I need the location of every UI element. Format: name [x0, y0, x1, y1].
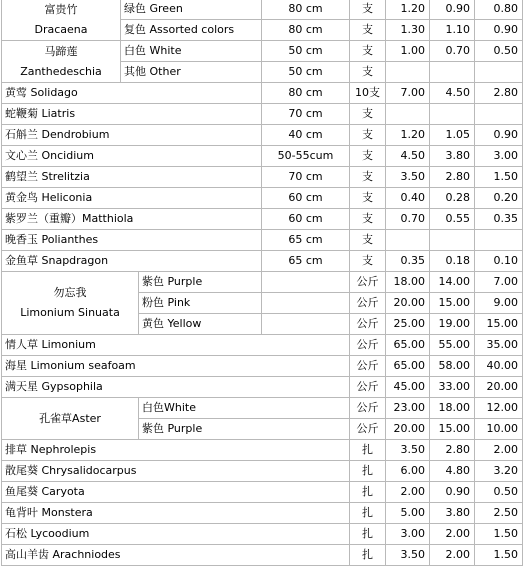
table-row: [2, 41, 523, 62]
price-cell-1: 0.40: [386, 188, 430, 209]
table-row: [2, 125, 523, 146]
price-cell-3: 0.90: [475, 20, 523, 41]
name-cell: 散尾葵 Chrysalidocarpus: [2, 461, 350, 482]
spec-cell: [262, 293, 350, 314]
price-cell-1: [386, 62, 430, 83]
price-cell-1: 4.50: [386, 146, 430, 167]
table-row: [2, 104, 523, 125]
price-cell-1: 0.70: [386, 209, 430, 230]
table-row: [2, 440, 523, 461]
unit-cell: 支: [350, 146, 386, 167]
table-row: [2, 461, 523, 482]
category-cell: [2, 0, 121, 41]
price-cell-3: 0.50: [475, 41, 523, 62]
price-cell-1: 65.00: [386, 335, 430, 356]
price-cell-3: 40.00: [475, 356, 523, 377]
category-name-cn: 马蹄莲: [44, 44, 78, 58]
price-cell-2: 2.80: [430, 167, 475, 188]
name-cell: 石松 Lycoodium: [2, 524, 350, 545]
name-cell: 排草 Nephrolepis: [2, 440, 350, 461]
table-row: [2, 167, 523, 188]
spec-cell: 70 cm: [262, 104, 350, 125]
unit-cell: 支: [350, 209, 386, 230]
price-cell-1: 2.00: [386, 482, 430, 503]
price-cell-3: 9.00: [475, 293, 523, 314]
variant-cell: 其他 Other: [121, 62, 262, 83]
name-cell: 鹤望兰 Strelitzia: [2, 167, 262, 188]
category-cell: [2, 41, 121, 83]
price-cell-3: [475, 62, 523, 83]
name-cell: 高山羊齿 Arachniodes: [2, 545, 350, 566]
variant-cell: 紫色 Purple: [139, 419, 350, 440]
price-cell-1: [386, 104, 430, 125]
price-cell-1: 1.30: [386, 20, 430, 41]
price-cell-3: 0.50: [475, 482, 523, 503]
price-cell-1: 3.50: [386, 545, 430, 566]
variant-cell: 绿色 Green: [121, 0, 262, 20]
price-cell-3: 12.00: [475, 398, 523, 419]
price-cell-2: [430, 62, 475, 83]
unit-cell: 公斤: [350, 272, 386, 293]
price-cell-2: 0.28: [430, 188, 475, 209]
name-cell: 龟背叶 Monstera: [2, 503, 350, 524]
price-cell-2: 1.05: [430, 125, 475, 146]
price-cell-3: 1.50: [475, 524, 523, 545]
unit-cell: 支: [350, 20, 386, 41]
table-body: [2, 0, 523, 566]
price-cell-1: 20.00: [386, 419, 430, 440]
price-cell-2: 2.80: [430, 440, 475, 461]
price-cell-2: 3.80: [430, 503, 475, 524]
spec-cell: 80 cm: [262, 20, 350, 41]
price-cell-1: 3.00: [386, 524, 430, 545]
price-cell-3: 2.80: [475, 83, 523, 104]
price-cell-2: 15.00: [430, 419, 475, 440]
unit-cell: 支: [350, 251, 386, 272]
price-cell-2: [430, 230, 475, 251]
price-cell-1: 23.00: [386, 398, 430, 419]
unit-cell: 支: [350, 62, 386, 83]
variant-cell: 紫色 Purple: [139, 272, 262, 293]
spec-cell: 60 cm: [262, 188, 350, 209]
price-cell-3: 0.35: [475, 209, 523, 230]
price-cell-1: 5.00: [386, 503, 430, 524]
name-cell: 情人草 Limonium: [2, 335, 350, 356]
price-cell-2: 19.00: [430, 314, 475, 335]
variant-cell: 白色White: [139, 398, 350, 419]
spec-cell: 80 cm: [262, 83, 350, 104]
unit-cell: 扎: [350, 524, 386, 545]
price-cell-1: 7.00: [386, 83, 430, 104]
spec-cell: 65 cm: [262, 251, 350, 272]
name-cell: 文心兰 Oncidium: [2, 146, 262, 167]
price-cell-2: 58.00: [430, 356, 475, 377]
price-cell-2: 0.55: [430, 209, 475, 230]
price-cell-2: 0.90: [430, 0, 475, 20]
price-cell-3: 35.00: [475, 335, 523, 356]
price-cell-1: 1.20: [386, 125, 430, 146]
category-name-en: Zanthedeschia: [20, 64, 102, 78]
price-cell-2: 14.00: [430, 272, 475, 293]
price-cell-3: 1.50: [475, 545, 523, 566]
price-cell-2: 0.18: [430, 251, 475, 272]
unit-cell: 10支: [350, 83, 386, 104]
name-cell: 满天星 Gypsophila: [2, 377, 350, 398]
category-cell: [2, 272, 139, 335]
price-cell-2: 2.00: [430, 545, 475, 566]
name-cell: 黄金鸟 Heliconia: [2, 188, 262, 209]
price-cell-3: 0.10: [475, 251, 523, 272]
price-cell-3: 2.50: [475, 503, 523, 524]
table-row: [2, 0, 523, 20]
spec-cell: 60 cm: [262, 209, 350, 230]
name-cell: 蛇鞭菊 Liatris: [2, 104, 262, 125]
table-row: [2, 335, 523, 356]
category-name-cn: 勿忘我: [53, 286, 87, 299]
price-cell-3: 7.00: [475, 272, 523, 293]
variant-cell: 粉色 Pink: [139, 293, 262, 314]
name-cell: 晚香玉 Polianthes: [2, 230, 262, 251]
unit-cell: 公斤: [350, 377, 386, 398]
table-row: [2, 524, 523, 545]
unit-cell: 支: [350, 188, 386, 209]
price-cell-2: 0.70: [430, 41, 475, 62]
price-cell-3: 3.00: [475, 146, 523, 167]
price-cell-1: 0.35: [386, 251, 430, 272]
price-cell-2: 0.90: [430, 482, 475, 503]
price-cell-2: 15.00: [430, 293, 475, 314]
unit-cell: 扎: [350, 545, 386, 566]
table-row: [2, 398, 523, 419]
name-cell: 石斛兰 Dendrobium: [2, 125, 262, 146]
table-row: [2, 230, 523, 251]
category-name-en: Limonium Sinuata: [20, 306, 120, 319]
price-cell-3: 15.00: [475, 314, 523, 335]
price-cell-1: [386, 230, 430, 251]
price-cell-1: 3.50: [386, 440, 430, 461]
table-row: [2, 272, 523, 293]
price-cell-3: 0.80: [475, 0, 523, 20]
price-cell-2: 18.00: [430, 398, 475, 419]
unit-cell: 扎: [350, 503, 386, 524]
unit-cell: 公斤: [350, 419, 386, 440]
spec-cell: [262, 272, 350, 293]
category-name-cn: 富贵竹: [44, 2, 78, 16]
price-cell-1: 65.00: [386, 356, 430, 377]
name-cell: 金鱼草 Snapdragon: [2, 251, 262, 272]
category-name-en: Dracaena: [34, 22, 88, 36]
category-name-cn: 孔雀草Aster: [39, 411, 101, 425]
table-row: [2, 377, 523, 398]
price-cell-2: [430, 104, 475, 125]
price-cell-1: 45.00: [386, 377, 430, 398]
table-row: [2, 188, 523, 209]
price-cell-2: 2.00: [430, 524, 475, 545]
name-cell: 鱼尾葵 Caryota: [2, 482, 350, 503]
spec-cell: 80 cm: [262, 0, 350, 20]
unit-cell: 公斤: [350, 398, 386, 419]
name-cell: 黄莺 Solidago: [2, 83, 262, 104]
unit-cell: 扎: [350, 440, 386, 461]
category-cell: [2, 398, 139, 440]
price-cell-2: 55.00: [430, 335, 475, 356]
name-cell: 海星 Limonium seafoam: [2, 356, 350, 377]
unit-cell: 扎: [350, 482, 386, 503]
unit-cell: 公斤: [350, 314, 386, 335]
price-cell-3: 2.00: [475, 440, 523, 461]
price-cell-3: 0.20: [475, 188, 523, 209]
table-row: [2, 356, 523, 377]
price-cell-2: 4.80: [430, 461, 475, 482]
spec-cell: 65 cm: [262, 230, 350, 251]
price-cell-3: [475, 104, 523, 125]
variant-cell: 白色 White: [121, 41, 262, 62]
price-cell-1: 20.00: [386, 293, 430, 314]
table-row: [2, 209, 523, 230]
price-cell-1: 3.50: [386, 167, 430, 188]
variant-cell: 复色 Assorted colors: [121, 20, 262, 41]
price-cell-2: 4.50: [430, 83, 475, 104]
spec-cell: 50 cm: [262, 41, 350, 62]
price-cell-2: 33.00: [430, 377, 475, 398]
price-cell-3: [475, 230, 523, 251]
unit-cell: 支: [350, 104, 386, 125]
table-row: [2, 503, 523, 524]
table-row: [2, 146, 523, 167]
unit-cell: 支: [350, 0, 386, 20]
price-cell-3: 10.00: [475, 419, 523, 440]
price-cell-3: 1.50: [475, 167, 523, 188]
spec-cell: 50-55cum: [262, 146, 350, 167]
price-cell-3: 0.90: [475, 125, 523, 146]
variant-cell: 黄色 Yellow: [139, 314, 262, 335]
table-row: [2, 251, 523, 272]
price-cell-1: 6.00: [386, 461, 430, 482]
price-cell-3: 3.20: [475, 461, 523, 482]
spec-cell: 50 cm: [262, 62, 350, 83]
spec-cell: 70 cm: [262, 167, 350, 188]
price-cell-1: 18.00: [386, 272, 430, 293]
table-row: [2, 83, 523, 104]
table-row: [2, 482, 523, 503]
unit-cell: 扎: [350, 461, 386, 482]
price-table: [1, 0, 523, 566]
price-cell-2: 1.10: [430, 20, 475, 41]
spec-cell: 40 cm: [262, 125, 350, 146]
unit-cell: 公斤: [350, 356, 386, 377]
unit-cell: 支: [350, 125, 386, 146]
unit-cell: 支: [350, 230, 386, 251]
unit-cell: 支: [350, 41, 386, 62]
unit-cell: 公斤: [350, 293, 386, 314]
price-cell-3: 20.00: [475, 377, 523, 398]
table-row: [2, 545, 523, 566]
spec-cell: [262, 314, 350, 335]
price-cell-1: 1.00: [386, 41, 430, 62]
price-cell-1: 1.20: [386, 0, 430, 20]
price-cell-1: 25.00: [386, 314, 430, 335]
unit-cell: 支: [350, 167, 386, 188]
unit-cell: 公斤: [350, 335, 386, 356]
name-cell: 紫罗兰（重瓣）Matthiola: [2, 209, 262, 230]
price-cell-2: 3.80: [430, 146, 475, 167]
